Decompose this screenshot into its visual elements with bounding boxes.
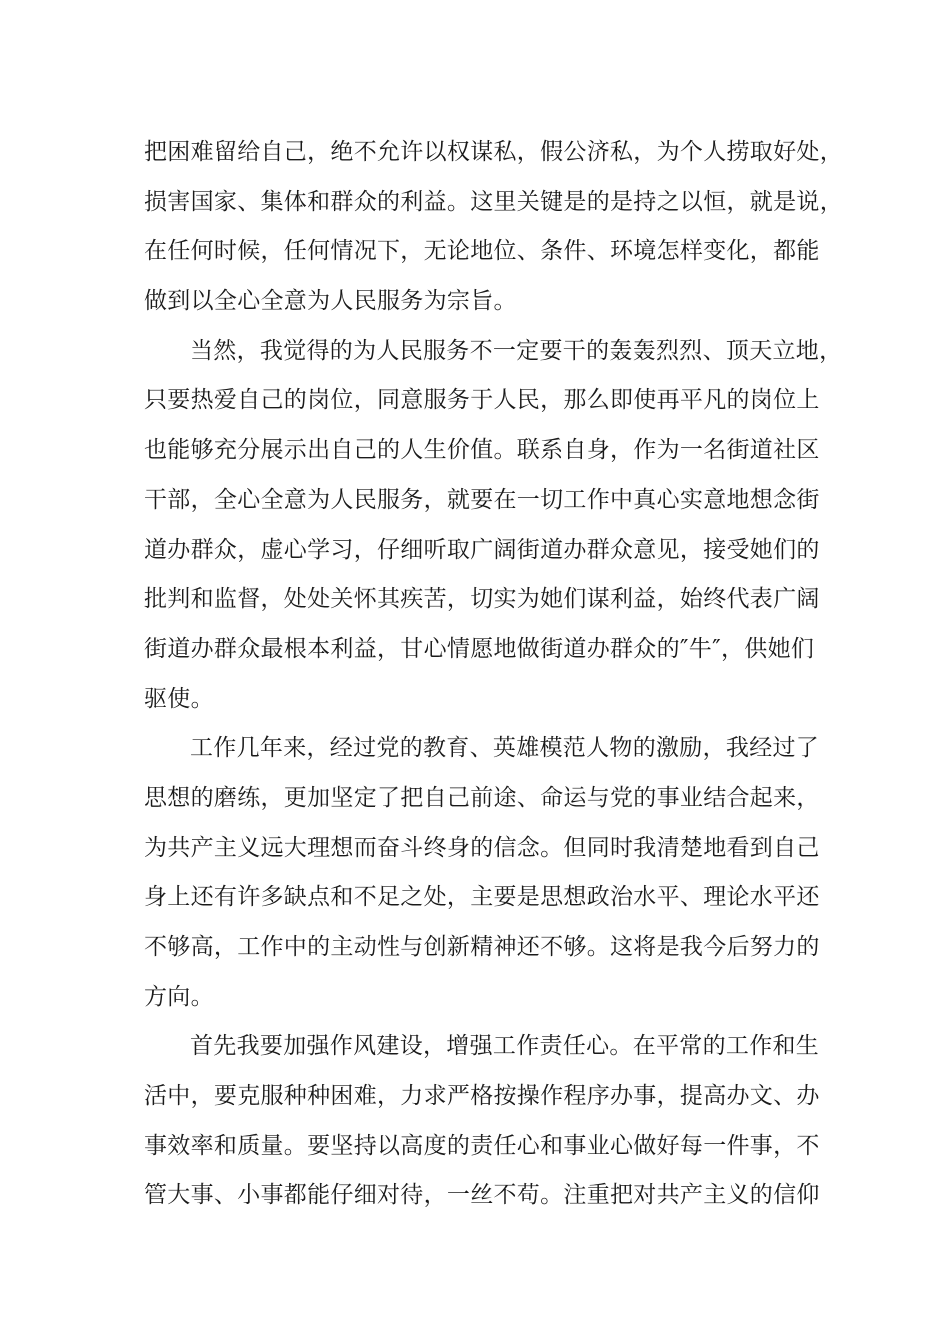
text-line: 也能够充分展示出自己的人生价值。联系自身，作为一名街道社区 (144, 437, 820, 464)
text-line: 事效率和质量。要坚持以高度的责任心和事业心做好每一件事，不 (144, 1132, 820, 1159)
text-line: 做到以全心全意为人民服务为宗旨。 (144, 288, 517, 315)
text-line: 在任何时候，任何情况下，无论地位、条件、环境怎样变化，都能 (144, 238, 820, 265)
text-line: 不够高，工作中的主动性与创新精神还不够。这将是我今后努力的 (144, 934, 820, 960)
text-line: 方向。 (144, 983, 214, 1010)
text-line: 驱使。 (144, 685, 214, 712)
paragraph-first-line: 工作几年来，经过党的教育、英雄模范人物的激励，我经过了 (190, 735, 820, 762)
text-line: 道办群众，虚心学习，仔细听取广阔街道办群众意见，接受她们的 (144, 536, 820, 563)
text-line: 街道办群众最根本利益，甘心情愿地做街道办群众的″牛″，供她们 (144, 635, 815, 662)
text-line: 只要热爱自己的岗位，同意服务于人民，那么即使再平凡的岗位上 (144, 387, 820, 414)
paragraph-first-line: 首先我要加强作风建设，增强工作责任心。在平常的工作和生 (190, 1033, 820, 1060)
body-text (144, 128, 843, 1221)
text-line: 活中，要克服种种困难，力求严格按操作程序办事，提高办文、办 (144, 1083, 820, 1110)
text-line: 把困难留给自己，绝不允许以权谋私，假公济私，为个人捞取好处， (144, 139, 843, 165)
paragraph-first-line: 当然，我觉得的为人民服务不一定要干的轰轰烈烈、顶天立地， (190, 337, 843, 364)
text-line: 为共产主义远大理想而奋斗终身的信念。但同时我清楚地看到自己 (144, 834, 820, 861)
text-line: 管大事、小事都能仔细对待，一丝不苟。注重把对共产主义的信仰 (144, 1182, 820, 1209)
text-line: 思想的磨练，更加坚定了把自己前途、命运与党的事业结合起来， (144, 784, 820, 811)
text-line: 身上还有许多缺点和不足之处，主要是思想政治水平、理论水平还 (144, 884, 820, 911)
text-line: 批判和监督，处处关怀其疾苦，切实为她们谋利益，始终代表广阔 (144, 586, 820, 613)
text-line: 损害国家、集体和群众的利益。这里关键是的是持之以恒，就是说， (144, 188, 843, 215)
text-line: 干部，全心全意为人民服务，就要在一切工作中真心实意地想念街 (144, 486, 820, 513)
